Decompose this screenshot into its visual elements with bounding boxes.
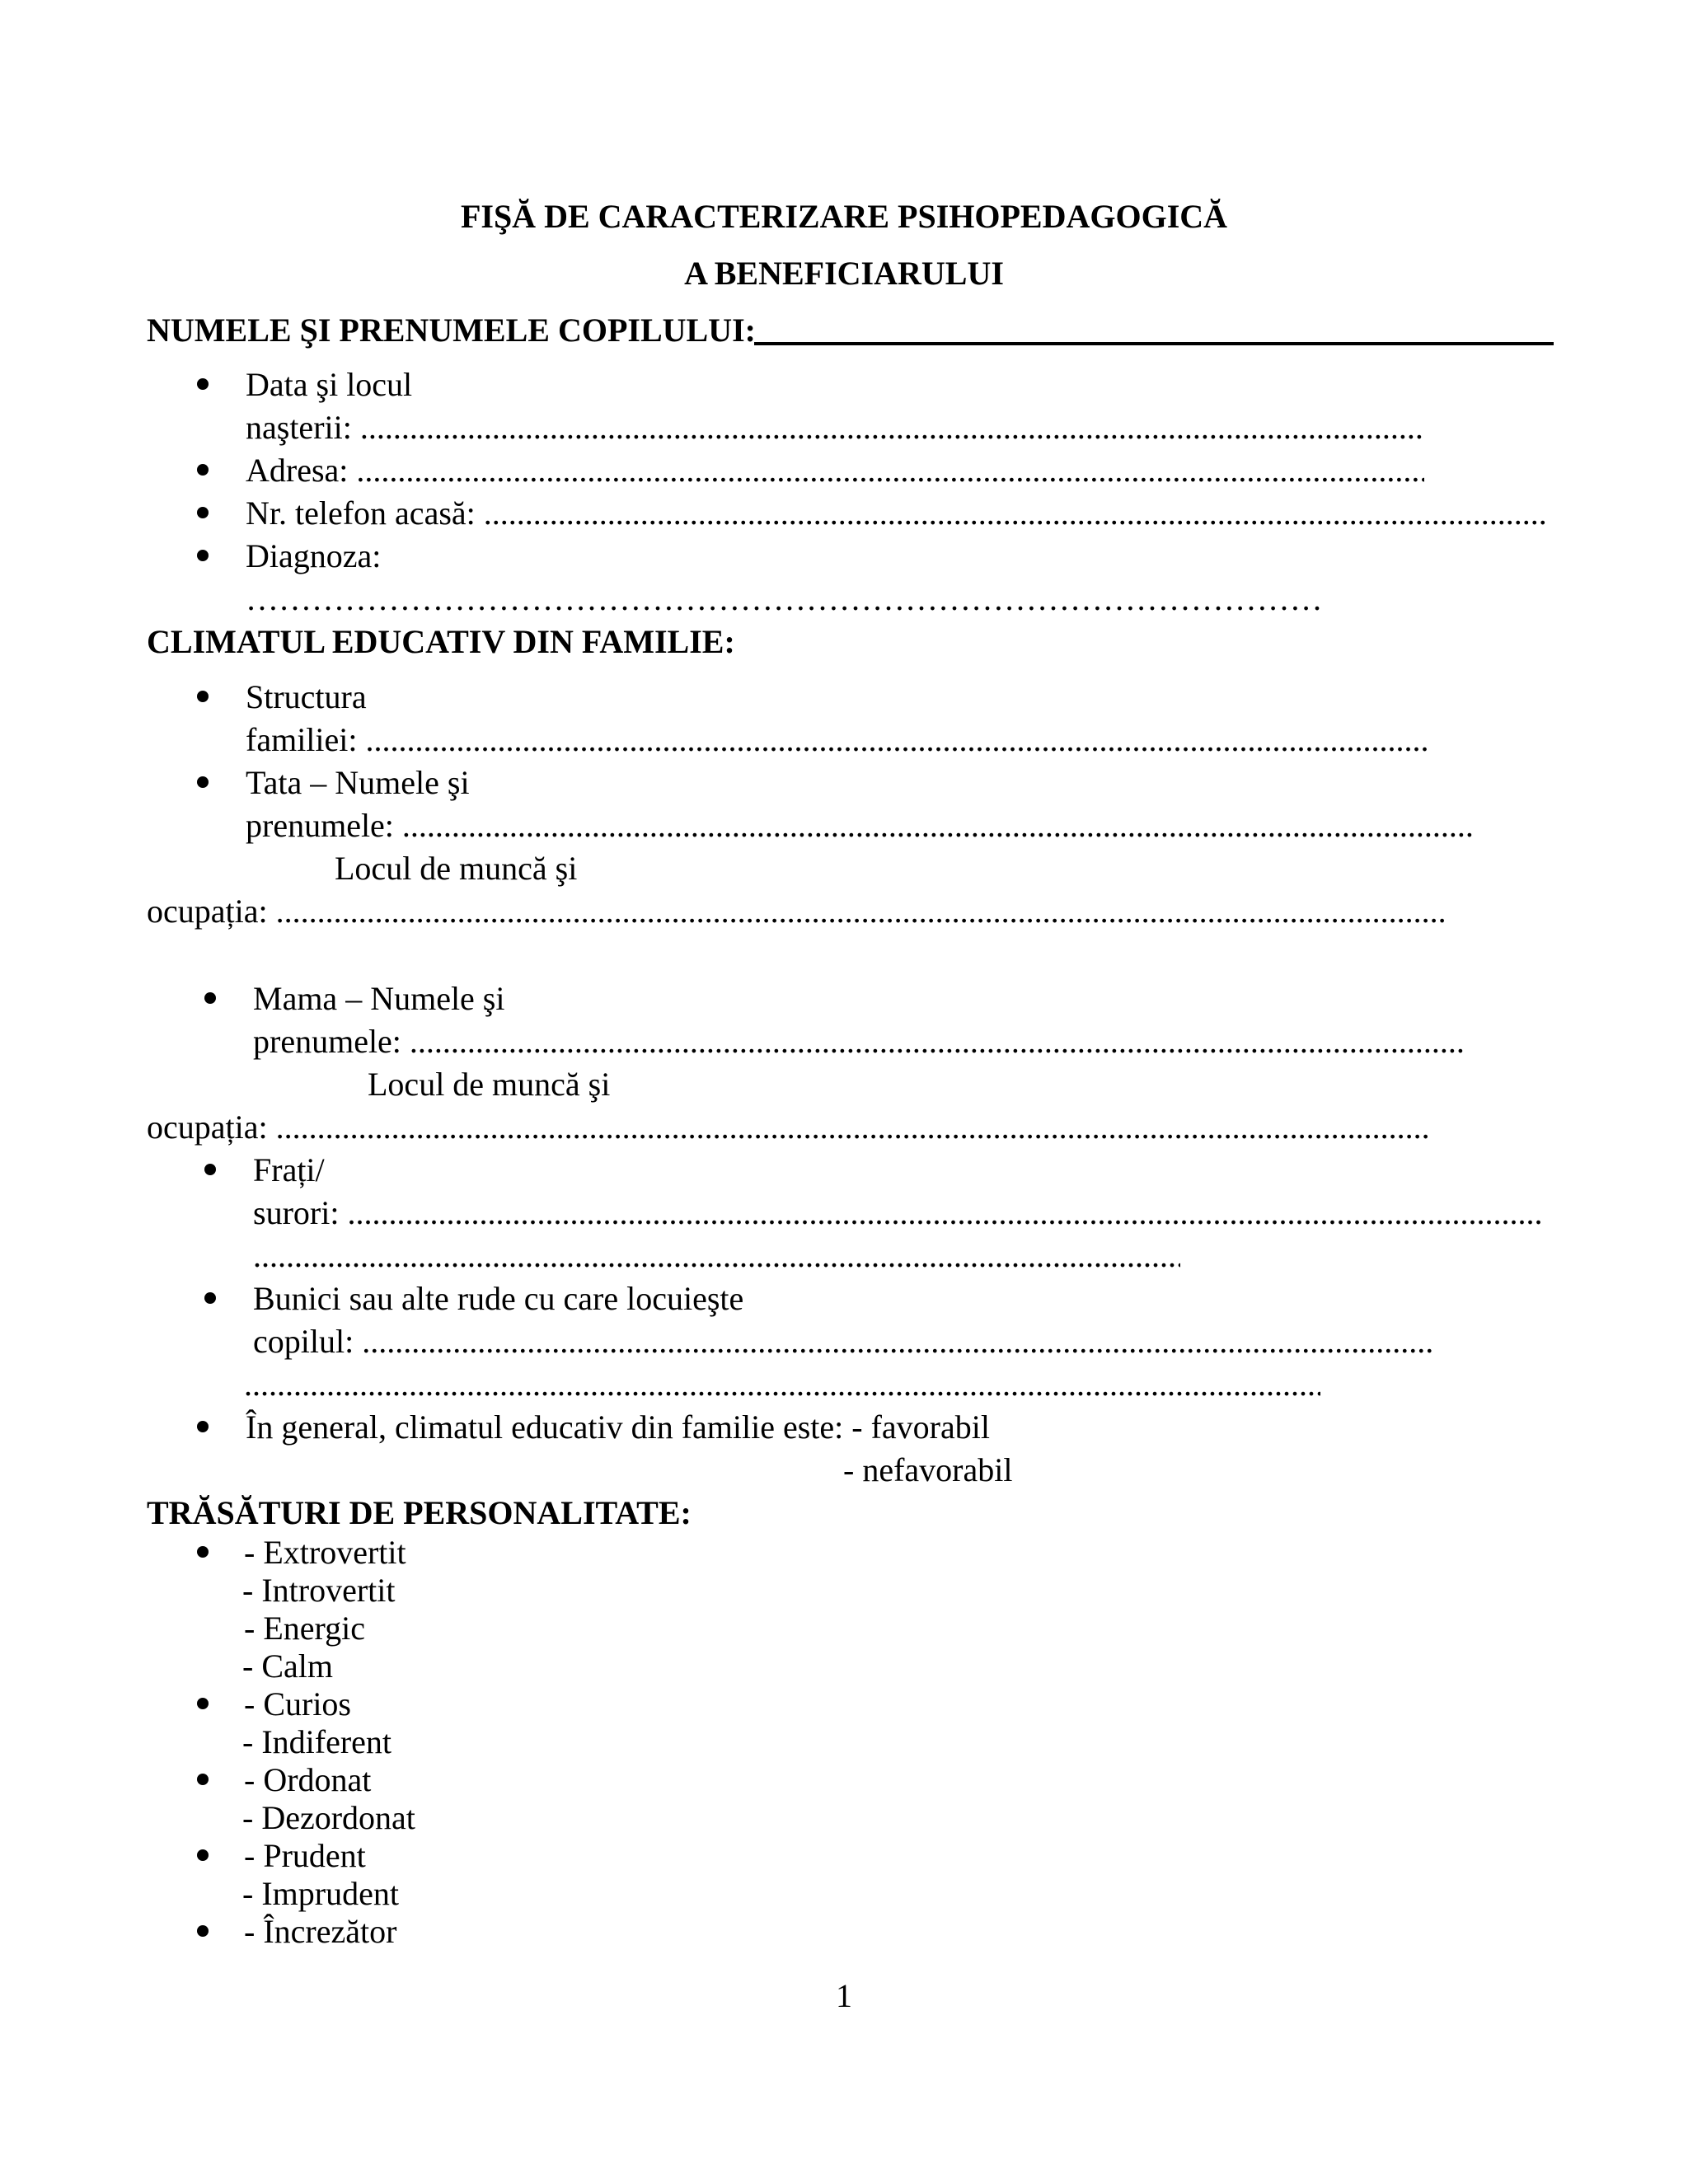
relatives-fill-line[interactable] <box>362 1319 1433 1363</box>
diagnosis-fill-line[interactable] <box>246 577 1324 621</box>
siblings-fill-line[interactable] <box>347 1191 1542 1235</box>
trait-item: - Indiferent <box>242 1723 392 1760</box>
bullet-icon <box>197 464 209 476</box>
trait-item: - Prudent <box>244 1837 366 1874</box>
page-number: 1 <box>836 1977 852 2014</box>
trait-item: - Curios <box>244 1685 351 1722</box>
birth-fill-line[interactable] <box>360 405 1423 449</box>
relatives-label-2: copilul: <box>253 1323 354 1360</box>
bullet-icon <box>197 550 209 561</box>
relatives-field <box>253 1319 1433 1363</box>
father-job-label: ocupația: <box>147 893 268 930</box>
father-job-field <box>147 889 1447 933</box>
bullet-icon <box>197 1421 209 1432</box>
father-work-label: Locul de muncă şi <box>335 850 578 887</box>
bullet-icon <box>197 1925 209 1937</box>
siblings-label-2: surori: <box>253 1194 340 1231</box>
diagnosis-label: Diagnoza: <box>246 537 382 574</box>
mother-job-fill-line[interactable] <box>276 1105 1430 1149</box>
father-job-fill-line[interactable] <box>276 889 1447 933</box>
climate-line <box>246 1405 990 1449</box>
document-subtitle: A BENEFICIARULUI <box>684 255 1004 292</box>
bullet-icon <box>197 378 209 390</box>
trait-item: - Dezordonat <box>242 1799 415 1836</box>
relatives-fill-line-2[interactable] <box>244 1362 1320 1406</box>
climate-option-favorable[interactable]: - favorabil <box>851 1408 990 1446</box>
trait-item: - Introvertit <box>242 1572 396 1609</box>
structure-field <box>246 718 1429 762</box>
mother-label-1: Mama – Numele şi <box>253 980 505 1017</box>
mother-work-label: Locul de muncă şi <box>368 1066 611 1103</box>
trait-item: - Energic <box>244 1610 365 1647</box>
trait-item: - Ordonat <box>244 1761 372 1798</box>
siblings-label-1: Frați/ <box>253 1151 325 1188</box>
siblings-field <box>253 1191 1542 1235</box>
phone-fill-line[interactable] <box>484 491 1547 535</box>
bullet-icon <box>197 776 209 788</box>
bullet-icon <box>204 1164 216 1175</box>
bullet-icon <box>197 1849 209 1861</box>
father-name-fill-line[interactable] <box>402 804 1474 847</box>
mother-name-field <box>253 1019 1466 1063</box>
father-label-1: Tata – Numele şi <box>246 764 470 801</box>
structure-label-1: Structura <box>246 678 367 715</box>
relatives-field-extra <box>244 1362 1320 1406</box>
diagnosis-field <box>246 577 1324 621</box>
mother-name-fill-line[interactable] <box>410 1019 1466 1063</box>
address-fill-line[interactable] <box>356 448 1424 492</box>
structure-label-2: familiei: <box>246 721 358 758</box>
mother-job-field <box>147 1105 1430 1149</box>
relatives-label-1: Bunici sau alte rude cu care locuieşte <box>253 1280 744 1317</box>
birth-label-2: naşterii: <box>246 409 352 446</box>
siblings-field-extra <box>253 1234 1180 1277</box>
phone-label: Nr. telefon acasă: <box>246 494 476 532</box>
trait-item: - Calm <box>242 1647 333 1685</box>
bullet-icon <box>204 1292 216 1304</box>
child-name-label: NUMELE ŞI PRENUMELE COPILULUI: <box>147 312 756 349</box>
climate-label: În general, climatul educativ din familie este: <box>246 1408 844 1446</box>
trait-item: - Extrovertit <box>244 1534 406 1571</box>
bullet-icon <box>197 507 209 518</box>
document-title: FIŞĂ DE CARACTERIZARE PSIHOPEDAGOGICĂ <box>460 198 1228 235</box>
child-name-field[interactable] <box>754 342 1554 345</box>
father-name-field <box>246 804 1474 847</box>
bullet-icon <box>197 1774 209 1785</box>
structure-fill-line[interactable] <box>366 718 1429 762</box>
bullet-icon <box>197 1546 209 1558</box>
bullet-icon <box>197 691 209 702</box>
family-heading: CLIMATUL EDUCATIV DIN FAMILIE: <box>147 623 735 660</box>
climate-option-unfavorable[interactable]: - nefavorabil <box>843 1451 1013 1488</box>
siblings-fill-line-2[interactable] <box>253 1234 1180 1277</box>
trait-item: - Încrezător <box>244 1913 397 1950</box>
bullet-icon <box>197 1698 209 1709</box>
trait-item: - Imprudent <box>242 1875 399 1912</box>
phone-field <box>246 491 1547 535</box>
mother-job-label: ocupația: <box>147 1108 268 1146</box>
mother-label-2: prenumele: <box>253 1023 401 1060</box>
father-label-2: prenumele: <box>246 807 394 844</box>
bullet-icon <box>204 992 216 1004</box>
traits-heading: TRĂSĂTURI DE PERSONALITATE: <box>147 1494 692 1531</box>
address-label: Adresa: <box>246 452 349 489</box>
birth-label-1: Data şi locul <box>246 366 413 403</box>
birth-field <box>246 405 1423 449</box>
address-field <box>246 448 1424 492</box>
